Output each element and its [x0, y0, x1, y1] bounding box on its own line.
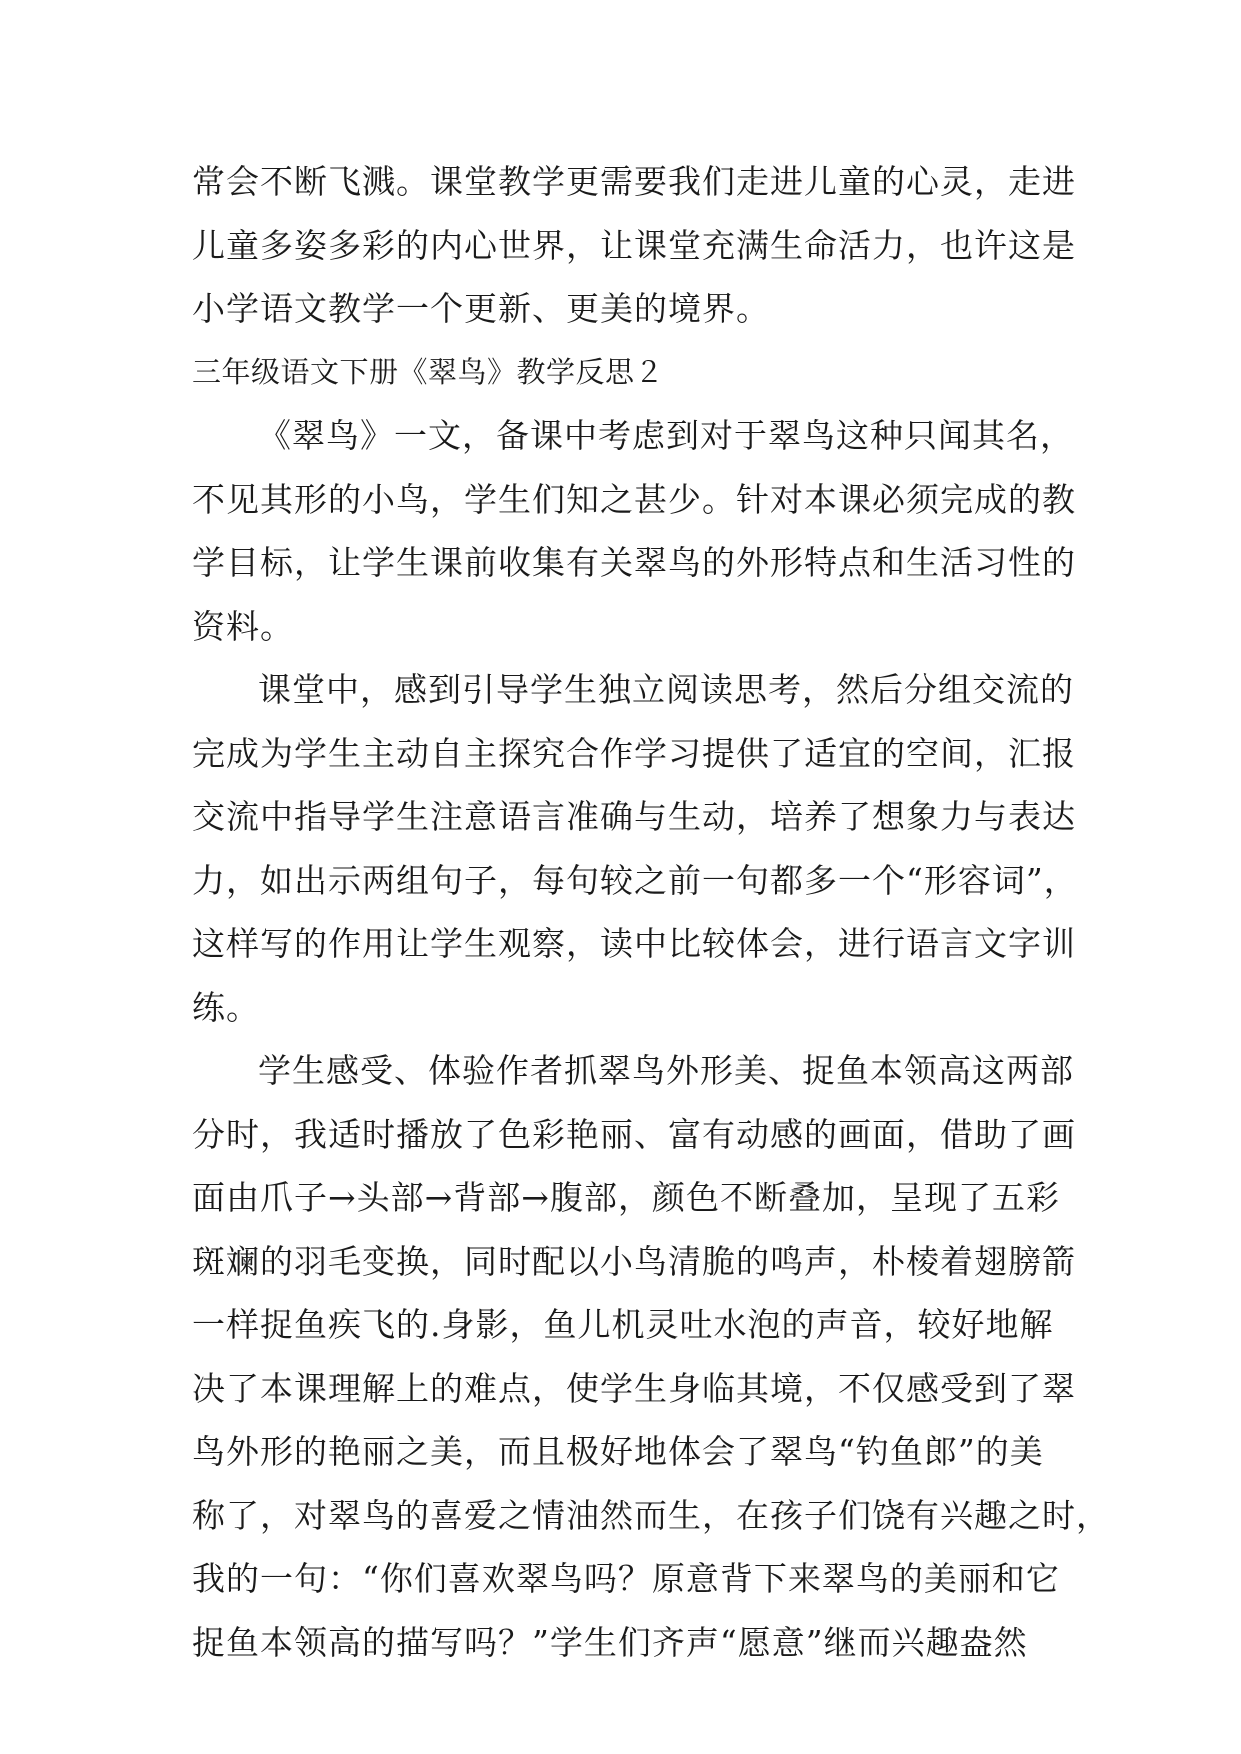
- text-line: 我的一句：“你们喜欢翠鸟吗？原意背下来翠鸟的美丽和它: [192, 1559, 1060, 1598]
- text-line: 资料。: [192, 606, 294, 646]
- text-line: 交流中指导学生注意语言准确与生动，培养了想象力与表达: [192, 797, 1076, 836]
- paragraph-first-line: 学生感受、体验作者抓翠鸟外形美、捉鱼本领高这两部: [258, 1051, 1074, 1090]
- text-line: 一样捉鱼疾飞的.身影，鱼儿机灵吐水泡的声音，较好地解: [192, 1305, 1054, 1344]
- text-line: 捉鱼本领高的描写吗？”学生们齐声“愿意”继而兴趣盎然: [192, 1622, 1028, 1662]
- text-line: 力，如出示两组句子，每句较之前一句都多一个“形容词”，: [192, 860, 1078, 900]
- section-heading: 三年级语文下册《翠鸟》教学反思２: [192, 354, 665, 389]
- text-line: 斑斓的羽毛变换，同时配以小鸟清脆的鸣声，朴棱着翅膀箭: [192, 1241, 1076, 1281]
- text-line: 不见其形的小鸟，学生们知之甚少。针对本课必须完成的教: [192, 479, 1076, 519]
- text-line: 这样写的作用让学生观察，读中比较体会，进行语言文字训: [192, 924, 1076, 963]
- paragraph-first-line: 《翠鸟》一文，备课中考虑到对于翠鸟这种只闻其名，: [258, 416, 1074, 455]
- text-line: 完成为学生主动自主探究合作学习提供了适宜的空间，汇报: [192, 733, 1076, 773]
- text-line: 鸟外形的艳丽之美，而且极好地体会了翠鸟“钓鱼郎”的美: [192, 1432, 1044, 1471]
- text-line: 学目标，让学生课前收集有关翠鸟的外形特点和生活习性的: [192, 543, 1076, 582]
- text-line: 小学语文教学一个更新、更美的境界。: [192, 289, 770, 328]
- text-line: 儿童多姿多彩的内心世界，让课堂充满生命活力，也许这是: [192, 225, 1076, 265]
- text-line: 常会不断飞溅。课堂教学更需要我们走进儿童的心灵，走进: [192, 162, 1076, 201]
- text-line: 面由爪子→头部→背部→腹部，颜色不断叠加，呈现了五彩: [192, 1178, 1060, 1217]
- text-line: 练。: [192, 987, 260, 1027]
- text-line: 决了本课理解上的难点，使学生身临其境，不仅感受到了翠: [192, 1368, 1076, 1408]
- text-line: 称了，对翠鸟的喜爱之情油然而生，在孩子们饶有兴趣之时，: [192, 1495, 1110, 1535]
- document-body: [192, 150, 1110, 1674]
- paragraph-first-line: 课堂中，感到引导学生独立阅读思考，然后分组交流的: [258, 670, 1074, 709]
- text-line: 分时，我适时播放了色彩艳丽、富有动感的画面，借助了画: [192, 1114, 1076, 1154]
